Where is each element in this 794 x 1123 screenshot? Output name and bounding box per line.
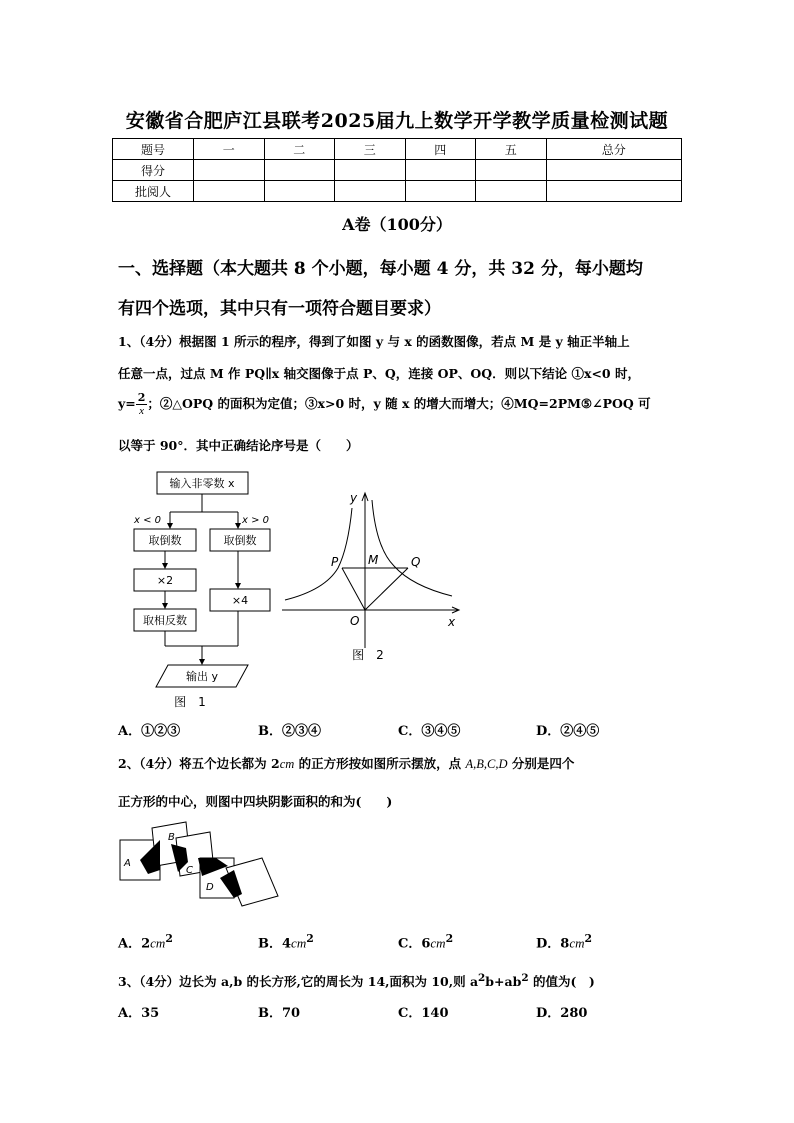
q3-text <box>118 970 688 990</box>
option-letter: B． <box>258 936 282 952</box>
fraction-numerator: 2 <box>137 391 146 404</box>
table-row <box>113 181 682 202</box>
squares-figure <box>118 818 290 918</box>
table-cell <box>546 160 682 181</box>
flow-output-label: 输出 y <box>185 670 219 683</box>
q3-options <box>118 1002 688 1020</box>
q2-text-post: 分别是四个 <box>507 756 575 771</box>
section-heading-line2: 有四个选项，其中只有一项符合题目要求） <box>118 299 441 319</box>
option-value: 2 <box>141 936 151 952</box>
square-label-a: A <box>124 858 131 869</box>
q3-option-a[interactable]: A．35 <box>118 1006 160 1021</box>
table-cell: 二 <box>264 139 335 160</box>
table-cell <box>476 160 547 181</box>
table-cell: 一 <box>194 139 265 160</box>
exam-title: 安徽省合肥庐江县联考2025届九上数学开学教学质量检测试题 <box>125 110 669 132</box>
q2-unit: cm <box>279 757 295 771</box>
table-cell: 五 <box>476 139 547 160</box>
flow-right-step-2: ×4 <box>231 594 249 607</box>
table-cell <box>264 160 335 181</box>
score-table <box>112 138 682 202</box>
flow-right-condition: x > 0 <box>242 515 270 526</box>
table-cell <box>405 181 476 202</box>
flow-left-step-2: ×2 <box>156 574 174 587</box>
table-cell <box>405 160 476 181</box>
section-heading-line1: 一、选择题（本大题共 8 个小题，每小题 4 分，共 32 分，每小题均 <box>118 259 643 279</box>
figure-1-caption: 图 1 <box>174 695 206 709</box>
option-exponent: 2 <box>584 932 593 945</box>
q2-option-b[interactable] <box>258 932 314 951</box>
flow-input-label: 输入非零数 x <box>169 477 235 490</box>
square-label-c: C <box>186 865 193 876</box>
q1-line3-text: ；②△OPQ 的面积为定值；③x>0 时，y 随 x 的增大而增大；④MQ=2PM⑤∠POQ 可 <box>147 396 651 411</box>
q3-text-post: 的值为( ) <box>528 974 595 990</box>
paper-a-heading: A卷（100分） <box>342 215 452 234</box>
q3-superscript-2: 2 <box>521 972 529 984</box>
q2-text-mid: 的正方形按如图所示摆放，点 <box>294 756 466 771</box>
table-cell: 总分 <box>546 139 682 160</box>
q2-points: A,B,C,D <box>465 757 508 771</box>
q1-line1: 1、（4分）根据图 1 所示的程序，得到了如图 y 与 x 的函数图像，若点 M 是 y 轴正半轴上 <box>118 334 630 349</box>
q2-text-prefix: 2、（4分）将五个边长都为 2 <box>118 756 280 771</box>
option-exponent: 2 <box>445 932 454 945</box>
table-cell: 得分 <box>113 160 194 181</box>
q1-line4: 以等于 90°．其中正确结论序号是（ ） <box>118 438 359 453</box>
point-q-label: Q <box>411 555 421 569</box>
flow-left-step-1: 取倒数 <box>148 534 182 547</box>
option-unit: cm <box>150 935 166 951</box>
option-unit: cm <box>569 935 585 951</box>
flowchart-figure <box>120 466 270 714</box>
q1-line2: 任意一点，过点 M 作 PQ∥x 轴交图像于点 P、Q，连接 OP、OQ．则以下结论 ①x<0 时， <box>118 366 640 381</box>
function-graph-figure <box>280 488 465 668</box>
q3-option-b[interactable]: B．70 <box>258 1006 301 1021</box>
table-cell <box>476 181 547 202</box>
flow-right-step-1: 取倒数 <box>223 534 257 547</box>
option-unit: cm <box>291 935 307 951</box>
q3-option-d[interactable]: D．280 <box>536 1006 588 1021</box>
flow-left-condition: x < 0 <box>134 515 162 526</box>
table-cell: 三 <box>335 139 406 160</box>
right-branch-curve <box>372 500 452 596</box>
table-cell <box>194 181 265 202</box>
fraction <box>136 392 148 417</box>
q1-line3 <box>118 392 688 417</box>
q2-option-a[interactable] <box>118 932 173 951</box>
q1-option-d[interactable]: D．②④⑤ <box>536 724 600 739</box>
square-label-d: D <box>206 882 214 893</box>
q1-option-a[interactable]: A．①②③ <box>118 724 181 739</box>
q3-text-mid: b+ab <box>485 974 522 990</box>
figure-2-caption: 图 2 <box>352 648 384 662</box>
q1-options <box>118 720 688 738</box>
table-cell: 四 <box>405 139 476 160</box>
fraction-denominator: x <box>139 405 145 417</box>
q2-options <box>118 932 688 952</box>
q3-text-prefix: 3、（4分）边长为 a,b 的长方形,它的周长为 14,面积为 10,则 a <box>118 974 479 990</box>
table-cell <box>264 181 335 202</box>
table-cell: 题号 <box>113 139 194 160</box>
flow-left-step-3: 取相反数 <box>143 614 187 627</box>
origin-label: O <box>350 614 360 628</box>
table-cell: 批阅人 <box>113 181 194 202</box>
q2-line1 <box>118 756 688 772</box>
option-unit: cm <box>430 935 446 951</box>
table-row <box>113 139 682 160</box>
segment-op <box>342 568 365 610</box>
q2-line2: 正方形的中心，则图中四块阴影面积的和为( ) <box>118 794 393 809</box>
q1-formula-prefix: y= <box>118 396 136 411</box>
point-p-label: P <box>331 555 339 569</box>
q3-option-c[interactable]: C．140 <box>398 1006 449 1021</box>
option-letter: A． <box>118 936 142 952</box>
y-axis-label: y <box>350 491 358 505</box>
table-cell <box>335 160 406 181</box>
q3-superscript-1: 2 <box>478 972 486 984</box>
option-exponent: 2 <box>165 932 173 945</box>
option-value: 4 <box>282 936 292 952</box>
table-cell <box>194 160 265 181</box>
x-axis-label: x <box>448 615 456 629</box>
q1-option-b[interactable]: B．②③④ <box>258 724 321 739</box>
table-cell <box>546 181 682 202</box>
table-row <box>113 160 682 181</box>
table-cell <box>335 181 406 202</box>
q2-option-d[interactable] <box>536 932 592 951</box>
square-label-b: B <box>168 832 175 843</box>
option-value: 6 <box>421 936 431 952</box>
segment-oq <box>365 568 408 610</box>
option-value: 8 <box>560 936 570 952</box>
option-letter: D． <box>536 936 561 952</box>
point-m-label: M <box>368 553 379 567</box>
option-exponent: 2 <box>306 932 314 945</box>
q1-option-c[interactable]: C．③④⑤ <box>398 724 461 739</box>
option-letter: C． <box>398 936 422 952</box>
left-branch-curve <box>285 508 352 600</box>
q2-option-c[interactable] <box>398 932 453 951</box>
